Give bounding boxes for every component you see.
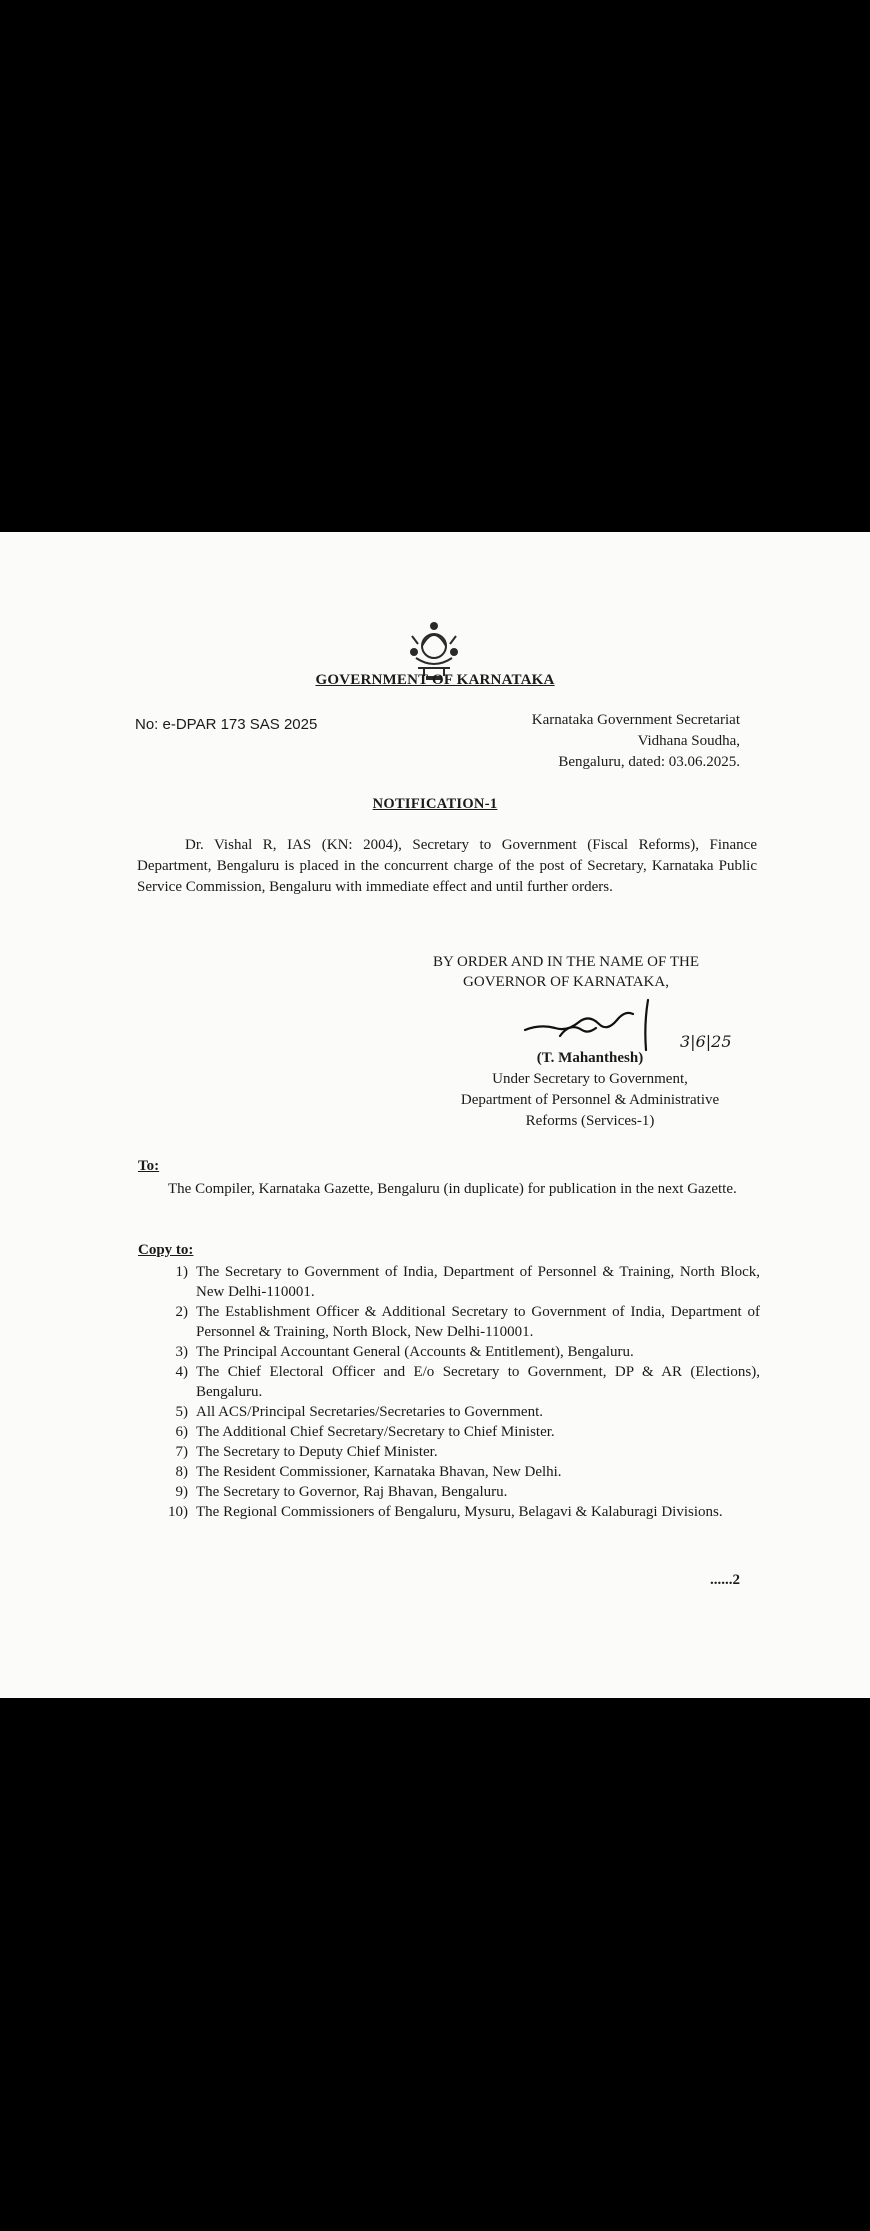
list-item-number: 5): [175, 1404, 188, 1420]
notification-body: Dr. Vishal R, IAS (KN: 2004), Secretary to Government (Fiscal Reforms), Finance Department, Bengaluru is placed in the concurrent charge of the post of Secretary, Karnataka Public Service Commission, Bengaluru with immediate effect and until further orders.: [137, 837, 757, 895]
list-item: [150, 1302, 760, 1342]
government-title: GOVERNMENT OF KARNATAKA: [315, 672, 555, 688]
next-page-indicator: ......2: [710, 1572, 740, 1588]
list-item-number: 3): [175, 1344, 188, 1360]
list-item-text: The Secretary to Deputy Chief Minister.: [196, 1444, 438, 1460]
list-item-text: The Secretary to Government of India, Department of Personnel & Training, North Block, New Delhi-110001.: [196, 1264, 760, 1300]
signatory-name: (T. Mahanthesh): [536, 1050, 644, 1066]
list-item-number: 4): [175, 1364, 188, 1380]
place-line-date: Bengaluru, dated: 03.06.2025.: [558, 754, 740, 770]
signatory-section: Reforms (Services-1): [525, 1113, 655, 1129]
list-item: [150, 1482, 760, 1502]
signatory-designation: Under Secretary to Government,: [492, 1071, 688, 1087]
order-block: [396, 952, 736, 992]
list-item: [150, 1442, 760, 1462]
list-item-text: The Establishment Officer & Additional Secretary to Government of India, Department of Personnel & Training, North Block, New Delhi-110001.: [196, 1304, 760, 1340]
list-item: [150, 1502, 760, 1522]
place-line-soudha: Vidhana Soudha,: [637, 733, 740, 749]
list-item: [150, 1342, 760, 1362]
list-item-number: 8): [175, 1464, 188, 1480]
reference-number: No: e-DPAR 173 SAS 2025: [135, 716, 318, 733]
copy-to-list: [150, 1262, 760, 1522]
list-item-text: The Additional Chief Secretary/Secretary to Chief Minister.: [196, 1424, 555, 1440]
list-item-text: The Resident Commissioner, Karnataka Bhavan, New Delhi.: [196, 1464, 562, 1480]
order-line-1: BY ORDER AND IN THE NAME OF THE: [433, 954, 699, 970]
to-label: To:: [138, 1158, 160, 1174]
list-item: [150, 1262, 760, 1302]
list-item-text: All ACS/Principal Secretaries/Secretaries to Government.: [196, 1404, 543, 1420]
list-item-text: The Principal Accountant General (Accounts & Entitlement), Bengaluru.: [196, 1344, 634, 1360]
signatory-block: [400, 1048, 780, 1132]
signature-date: 3|6|25: [680, 1032, 732, 1051]
list-item-number: 2): [175, 1304, 188, 1320]
list-item-number: 1): [175, 1264, 188, 1280]
list-item-text: The Secretary to Governor, Raj Bhavan, Bengaluru.: [196, 1484, 508, 1500]
copy-to-label: Copy to:: [138, 1242, 194, 1258]
list-item: [150, 1462, 760, 1482]
signatory-department: Department of Personnel & Administrative: [460, 1092, 720, 1108]
place-line-secretariat: Karnataka Government Secretariat: [531, 712, 740, 728]
handwritten-signature: [520, 992, 670, 1052]
list-item: [150, 1402, 760, 1422]
list-item-text: The Regional Commissioners of Bengaluru, Mysuru, Belagavi & Kalaburagi Divisions.: [196, 1504, 723, 1520]
list-item-text: The Chief Electoral Officer and E/o Secretary to Government, DP & AR (Elections), Bengaluru.: [196, 1364, 760, 1400]
to-recipient: The Compiler, Karnataka Gazette, Bengaluru (in duplicate) for publication in the next Gazette.: [168, 1181, 737, 1197]
list-item: [150, 1362, 760, 1402]
document-page: [0, 532, 870, 1698]
place-and-date-block: [440, 710, 740, 773]
list-item-number: 10): [168, 1504, 188, 1520]
list-item-number: 6): [175, 1424, 188, 1440]
list-item-number: 7): [175, 1444, 188, 1460]
order-line-2: GOVERNOR OF KARNATAKA,: [463, 974, 669, 990]
list-item-number: 9): [175, 1484, 188, 1500]
notification-title: NOTIFICATION-1: [372, 796, 498, 812]
list-item: [150, 1422, 760, 1442]
